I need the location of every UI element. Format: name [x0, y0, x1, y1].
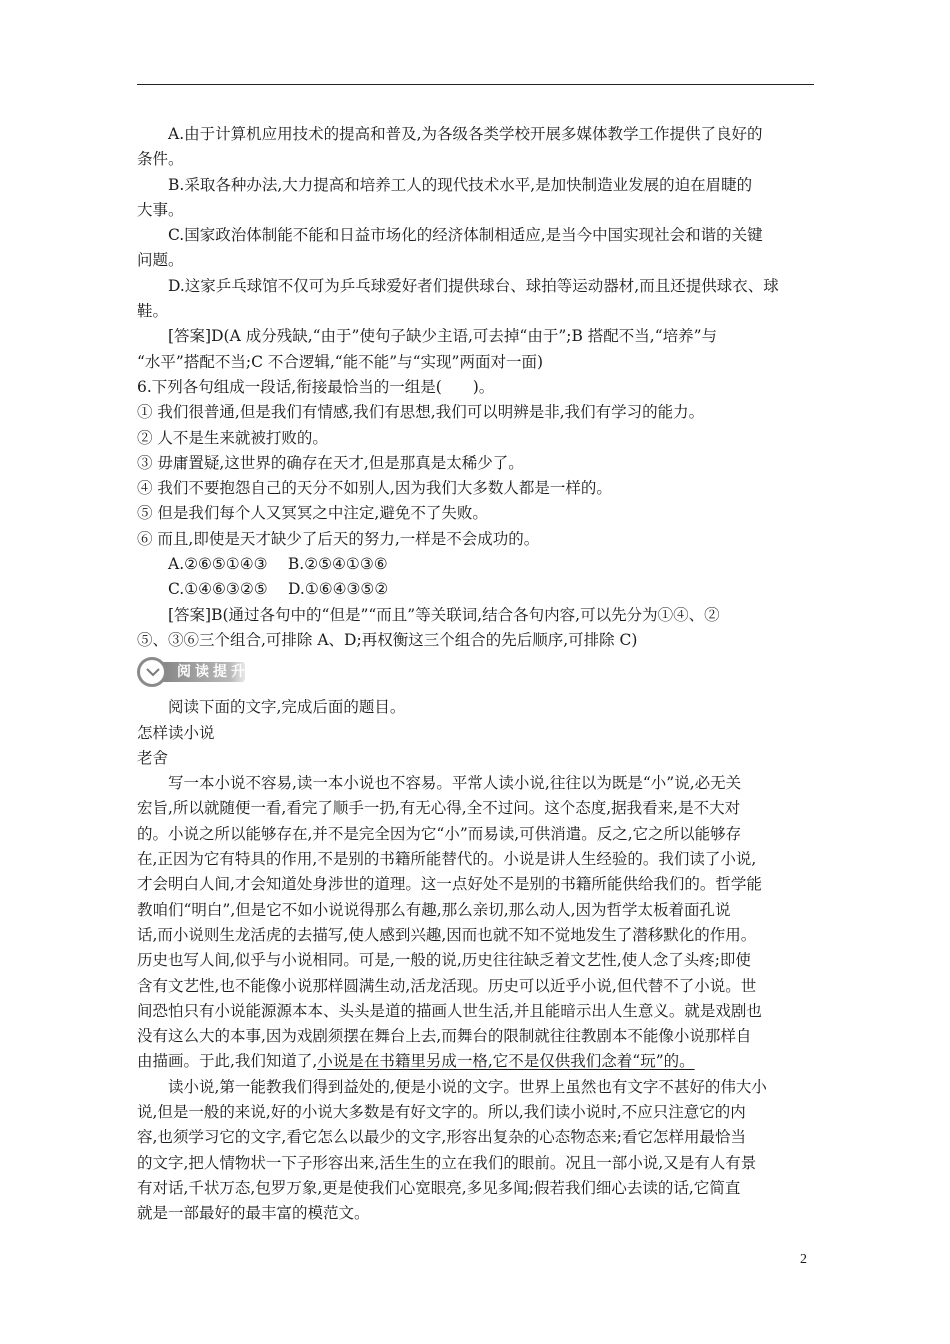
para1-last-plain: 由描画。于此,我们知道了, — [137, 1052, 318, 1071]
choices-a-b: A.②⑥⑤①④③ B.②⑤④①③⑥ — [168, 555, 388, 574]
para2-line: 容,也须学习它的文字,看它怎么以最少的文字,形容出复杂的心态物态来;看它怎样用最恰当 — [137, 1128, 747, 1147]
sentence-5: ⑤ 但是我们每个人又冥冥之中注定,避免不了失败。 — [137, 504, 488, 523]
para1-line: 宏旨,所以就随便一看,看完了顺手一扔,有无心得,全不过问。这个态度,据我看来,是不大对 — [137, 799, 741, 818]
underlined-sentence: 小说是在书籍里另成一格,它不是仅供我们念着“玩”的。 — [317, 1052, 695, 1071]
option-a-line1: A.由于计算机应用技术的提高和普及,为各级各类学校开展多媒体教学工作提供了良好的 — [168, 125, 763, 143]
answer-q6-line2: ⑤、③⑥三个组合,可排除 A、D;再权衡这三个组合的先后顺序,可排除 C) — [137, 630, 638, 649]
para1-last-line — [137, 1049, 814, 1074]
sentence-2: ② 人不是生来就被打败的。 — [137, 428, 328, 447]
para1-line: 含有文艺性,也不能像小说那样圆满生动,活龙活现。历史可以近乎小说,但代替不了小说。世 — [137, 976, 757, 995]
para1-line: 历史也写人间,似乎与小说相同。可是,一般的说,历史往往缺乏着文艺性,使人念了头疼;即使 — [137, 951, 751, 970]
option-d-line1: D.这家乒乓球馆不仅可为乒乓球爱好者们提供球台、球拍等运动器材,而且还提供球衣、球 — [168, 276, 779, 295]
reading-intro: 阅读下面的文字,完成后面的题目。 — [168, 698, 406, 717]
para2-line: 就是一部最好的最丰富的模范文。 — [137, 1204, 370, 1223]
para1-line: 教咱们“明白”,但是它不如小说说得那么有趣,那么亲切,那么动人,因为哲学太板着面孔说 — [137, 900, 731, 919]
choices-c-d: C.①④⑥③②⑤ D.①⑥④③⑤② — [168, 580, 389, 599]
chevron-down-icon — [146, 667, 160, 677]
section-header — [137, 656, 814, 689]
article-title: 怎样读小说 — [137, 723, 215, 742]
answer-q5-line1: [答案]D(A 成分残缺,“由于”使句子缺少主语,可去掉“由于”;B 搭配不当,“培养”与 — [168, 327, 718, 346]
answer-q5-line2: “水平”搭配不当;C 不合逻辑,“能不能”与“实现”两面对一面) — [137, 352, 544, 371]
option-a-line2: 条件。 — [137, 150, 184, 169]
para1-line: 在,正因为它有特具的作用,不是别的书籍所能替代的。小说是讲人生经验的。我们读了小说, — [137, 850, 757, 869]
para1-line: 的。小说之所以能够存在,并不是完全因为它“小”而易读,可供消遣。反之,它之所以能够存 — [137, 824, 742, 843]
para1-line: 写一本小说不容易,读一本小说也不容易。平常人读小说,往往以为既是“小”说,必无关 — [168, 774, 742, 793]
question-6-stem: 6.下列各句组成一段话,衔接最恰当的一组是( )。 — [137, 377, 495, 396]
para1-line: 才会明白人间,才会知道处身涉世的道理。这一点好处不是别的书籍所能供给我们的。哲学能 — [137, 875, 762, 894]
sentence-1: ① 我们很普通,但是我们有情感,我们有思想,我们可以明辨是非,我们有学习的能力。 — [137, 403, 705, 422]
para1-line: 没有这么大的本事,因为戏剧须摆在舞台上去,而舞台的限制就往往教剧本不能像小说那样自 — [137, 1027, 752, 1046]
sentence-3: ③ 毋庸置疑,这世界的确存在天才,但是那真是太稀少了。 — [137, 453, 524, 472]
option-b-line2: 大事。 — [137, 200, 184, 219]
para2-line: 的文字,把人情物状一下子形容出来,活生生的立在我们的眼前。况且一部小说,又是有人有景 — [137, 1153, 757, 1172]
para1-line: 间恐怕只有小说能源源本本、头头是道的描画人世生活,并且能暗示出人生意义。就是戏剧也 — [137, 1001, 762, 1020]
sentence-4: ④ 我们不要抱怨自己的天分不如别人,因为我们大多数人都是一样的。 — [137, 479, 612, 498]
section-title: 阅读提升 — [177, 664, 249, 681]
para2-line: 说,但是一般的来说,好的小说大多数是有好文字的。所以,我们读小说时,不应只注意它的内 — [137, 1102, 746, 1121]
sentence-6: ⑥ 而且,即使是天才缺少了后天的努力,一样是不会成功的。 — [137, 529, 540, 548]
para2-line: 有对话,千状万态,包罗万象,更是使我们心宽眼亮,多见多闻;假若我们细心去读的话,它简直 — [137, 1178, 741, 1197]
header-rule — [137, 84, 814, 85]
page-body — [137, 122, 814, 1226]
para1-line: 话,而小说则生龙活虎的去描写,使人感到兴趣,因而也就不知不觉地发生了潜移默化的作用。 — [137, 925, 757, 944]
option-d-line2: 鞋。 — [137, 302, 169, 321]
option-c-line1: C.国家政治体制能不能和日益市场化的经济体制相适应,是当今中国实现社会和谐的关键 — [168, 226, 763, 245]
para2-line: 读小说,第一能教我们得到益处的,便是小说的文字。世界上虽然也有文字不甚好的伟大小 — [168, 1077, 767, 1096]
chevron-circle-icon — [137, 657, 167, 687]
page-number: 2 — [800, 1252, 807, 1267]
answer-q6-line1: [答案]B(通过各句中的“但是”“而且”等关联词,结合各句内容,可以先分为①④、② — [168, 605, 720, 624]
article-author: 老舍 — [137, 748, 169, 767]
option-c-line2: 问题。 — [137, 251, 184, 270]
option-b-line1: B.采取各种办法,大力提高和培养工人的现代技术水平,是加快制造业发展的迫在眉睫的 — [168, 175, 753, 194]
